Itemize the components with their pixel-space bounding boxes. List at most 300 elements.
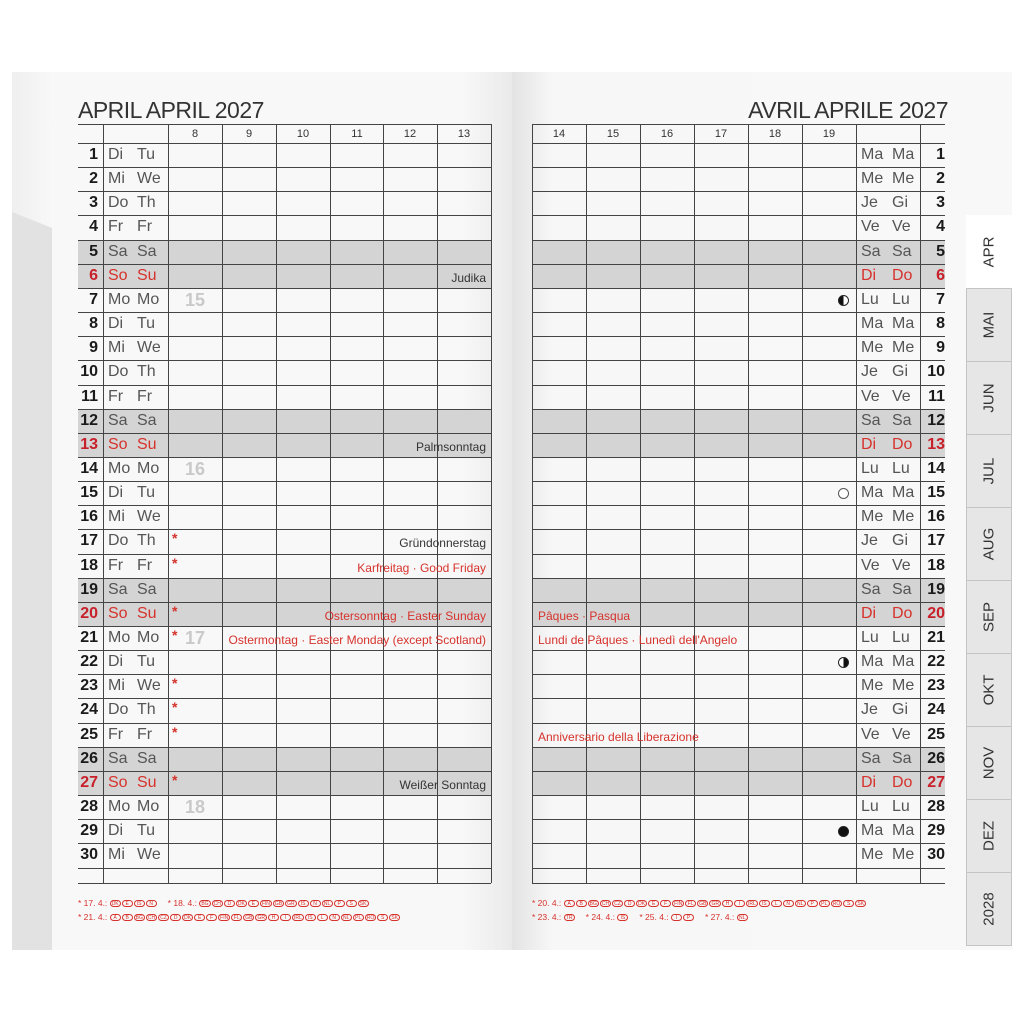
hour-label: 17 (714, 128, 728, 140)
country-code-badge: IRL (747, 901, 756, 908)
month-tab-okt[interactable] (966, 653, 1012, 727)
footnote-date: * 17. 4.: (78, 898, 110, 908)
month-tab-2028[interactable] (966, 872, 1012, 946)
weekday-en: Th (137, 194, 156, 212)
country-code-badge: E (194, 914, 205, 921)
weekday-en: We (137, 339, 161, 357)
weekday-fr: Sa (861, 580, 881, 598)
country-code-badge: A (564, 900, 575, 907)
country-code-badge: FL (685, 900, 696, 907)
weekday-fr: Di (861, 435, 877, 453)
row-line (532, 433, 945, 434)
event-right: Pâques · Pasqua (538, 608, 631, 623)
row-line (532, 385, 945, 386)
weekday-it: Lu (892, 290, 910, 308)
hour-label: 14 (552, 128, 566, 140)
weekend-row-shade (532, 771, 945, 795)
row-line (532, 650, 945, 651)
weekday-de: Fr (108, 218, 124, 236)
weekday-fr: Lu (861, 629, 879, 646)
day-number: 17 (80, 532, 98, 550)
day-number: 28 (80, 798, 98, 816)
column-line (856, 124, 857, 883)
weekday-en: Th (137, 532, 156, 550)
weekday-it: Sa (892, 580, 912, 598)
country-code-badge: NL (795, 900, 806, 907)
row-line (532, 481, 945, 482)
day-number: 20 (80, 604, 98, 622)
day-number: 14 (927, 459, 945, 477)
day-number: 11 (928, 387, 945, 405)
holiday-footnote (78, 912, 411, 922)
event-left: Ostermontag · Easter Monday (except Scotland) (228, 633, 486, 647)
row-line (78, 843, 491, 844)
weekday-fr: Di (861, 266, 877, 284)
row-line (78, 457, 491, 458)
day-number: 30 (927, 846, 945, 864)
weekday-de: Do (108, 194, 129, 212)
weekday-de: So (108, 604, 128, 622)
hour-label: 16 (660, 128, 674, 140)
weekday-it: Gi (892, 363, 908, 381)
row-line (532, 167, 945, 168)
country-code-badge: I (734, 900, 745, 907)
weekday-de: Mo (108, 798, 131, 816)
weekday-en: Fr (137, 725, 153, 743)
day-number: 1 (89, 146, 98, 163)
country-code-badge: F (206, 914, 217, 921)
footnote-group (586, 912, 630, 922)
row-line (78, 771, 491, 772)
weekday-de: Mi (108, 508, 125, 526)
row-line (532, 723, 945, 724)
day-number: 26 (80, 749, 98, 767)
column-line (920, 124, 921, 883)
row-line (78, 360, 491, 361)
country-code-badge: NL (322, 900, 333, 907)
country-code-badge: SK (389, 914, 400, 921)
footnote-date: * 27. 4.: (705, 912, 737, 922)
country-code-badge: RO (832, 901, 841, 908)
hour-label: 8 (191, 128, 199, 140)
row-line (78, 312, 491, 313)
weekday-en: Tu (137, 315, 156, 333)
weekday-en: Tu (137, 146, 156, 163)
column-line (640, 124, 641, 883)
column-line (330, 124, 331, 883)
country-code-badge: F (660, 900, 671, 907)
weekday-de: Sa (108, 242, 128, 260)
row-line (78, 167, 491, 168)
hour-label: 9 (245, 128, 253, 140)
country-code-badge: IS (617, 914, 628, 921)
weekday-it: Ve (892, 725, 911, 743)
row-line (532, 626, 945, 627)
month-tab-jun[interactable] (966, 361, 1012, 435)
day-number: 19 (927, 580, 945, 598)
row-line (78, 264, 491, 265)
weekday-en: Sa (137, 580, 157, 598)
left-page-title: APRIL APRIL 2027 (78, 97, 264, 123)
weekday-de: Mi (108, 339, 125, 357)
hour-label: 18 (768, 128, 782, 140)
country-code-badge: E (648, 900, 659, 907)
weekday-de: Di (108, 653, 124, 671)
footnote-date: * 23. 4.: (532, 912, 564, 922)
event-left: Karfreitag · Good Friday (357, 560, 486, 575)
holiday-star: * (172, 627, 178, 643)
weekday-it: Sa (892, 242, 912, 260)
weekday-it: Ve (892, 556, 911, 574)
day-number: 16 (927, 508, 945, 526)
weekday-en: Sa (137, 411, 157, 429)
country-code-badge: P (334, 900, 345, 907)
weekday-it: Ve (892, 387, 911, 405)
grid-bottom-line (532, 883, 945, 884)
row-line (78, 723, 491, 724)
country-code-badge: L (771, 900, 782, 907)
weekday-fr: Me (861, 339, 884, 357)
weekday-it: Ma (892, 822, 915, 840)
weekday-it: Do (892, 266, 913, 284)
weekday-it: Me (892, 170, 915, 188)
country-code-badge: GR (287, 901, 295, 908)
row-line (532, 771, 945, 772)
weekday-en: Mo (137, 629, 160, 646)
day-number: 14 (80, 459, 98, 477)
weekday-it: Ma (892, 315, 915, 333)
weekday-fr: Ve (861, 218, 880, 236)
row-line (532, 409, 945, 410)
day-number: 7 (936, 290, 945, 308)
row-line (78, 626, 491, 627)
weekend-row-shade (532, 433, 945, 457)
column-line (586, 124, 587, 883)
month-tab-label: DEZ (980, 821, 998, 851)
weekday-de: So (108, 435, 128, 453)
weekday-en: Th (137, 701, 156, 719)
row-line (532, 554, 945, 555)
weekday-de: Fr (108, 556, 124, 574)
country-code-badge: FIN (674, 901, 683, 908)
day-number: 4 (936, 218, 945, 236)
weekday-de: Di (108, 484, 124, 502)
country-code-badge: GB (699, 901, 707, 908)
row-line (78, 143, 491, 144)
day-number: 10 (80, 363, 98, 381)
holiday-footnote (532, 912, 759, 922)
country-code-badge: GR (257, 915, 265, 922)
country-code-badge: S (377, 914, 388, 921)
country-code-badge: N (310, 900, 321, 907)
weekday-de: Mo (108, 290, 131, 308)
weekday-en: We (137, 677, 161, 695)
day-number: 13 (80, 435, 98, 453)
footnote-group (78, 912, 401, 922)
country-code-badge: CZ (612, 900, 623, 907)
weekday-en: Su (137, 266, 157, 284)
week-number: 17 (185, 628, 206, 648)
header-line (532, 124, 945, 125)
row-line (78, 409, 491, 410)
day-number: 19 (80, 580, 98, 598)
row-line (78, 602, 491, 603)
row-line (532, 674, 945, 675)
row-line (78, 191, 491, 192)
country-code-badge: I (671, 914, 682, 921)
hour-label: 11 (351, 128, 363, 140)
weekday-de: Mi (108, 846, 125, 864)
day-number: 24 (80, 701, 98, 719)
day-number: 22 (80, 653, 98, 671)
holiday-star: * (172, 675, 178, 692)
weekend-row-shade (532, 409, 945, 433)
row-line (78, 336, 491, 337)
country-code-badge: DK (236, 900, 247, 907)
country-code-badge: IS (298, 900, 309, 907)
column-line (383, 124, 384, 883)
weekday-fr: Ma (861, 146, 884, 163)
country-code-badge: NL (341, 914, 352, 921)
month-tab-nov[interactable] (966, 726, 1012, 800)
row-line (532, 698, 945, 699)
country-code-badge: GB (245, 915, 253, 922)
weekday-en: Su (137, 604, 157, 622)
footnote-group (78, 898, 158, 908)
column-line (532, 124, 533, 883)
weekday-fr: Lu (861, 798, 879, 816)
day-number: 20 (927, 604, 945, 622)
holiday-star: * (172, 554, 178, 571)
month-tab-label: JUN (980, 383, 998, 413)
day-number: 8 (936, 315, 945, 333)
weekday-it: Lu (892, 798, 910, 816)
row-line (532, 868, 945, 869)
day-number: 9 (89, 339, 98, 357)
month-tab-label: MAI (980, 311, 998, 339)
country-code-badge: CH (213, 901, 221, 908)
weekday-fr: Ve (861, 556, 880, 574)
moon-phase-icon (838, 295, 849, 306)
row-line (532, 843, 945, 844)
day-number: 18 (927, 556, 945, 574)
footnote-date: * 20. 4.: (532, 898, 564, 908)
month-tab-dez[interactable] (966, 799, 1012, 873)
event-left: Judika (451, 270, 486, 285)
row-line (78, 747, 491, 748)
day-number: 12 (80, 411, 98, 429)
day-number: 6 (936, 266, 945, 284)
day-number: 23 (927, 677, 945, 695)
country-code-badge: IS (759, 900, 770, 907)
month-tab-label: NOV (980, 746, 998, 780)
page-edge-shadow (12, 212, 52, 950)
day-number: 25 (927, 725, 945, 743)
weekday-it: Ve (892, 218, 911, 236)
weekend-row-shade (532, 578, 945, 602)
weekday-de: Do (108, 363, 129, 381)
weekday-fr: Ve (861, 725, 880, 743)
country-code-badge: TR (564, 914, 575, 921)
row-line (532, 191, 945, 192)
row-line (78, 215, 491, 216)
day-number: 21 (927, 629, 945, 646)
hour-label: 13 (457, 128, 471, 140)
country-code-badge: IRL (293, 915, 302, 922)
country-code-badge: FIN (220, 915, 229, 922)
weekend-row-shade (532, 240, 945, 264)
event-right: Anniversario della Liberazione (538, 729, 699, 744)
weekday-fr: Ma (861, 653, 884, 671)
weekday-en: We (137, 846, 161, 864)
day-number: 13 (927, 435, 945, 453)
footnote-date: * 24. 4.: (585, 912, 618, 922)
weekday-en: We (137, 170, 161, 188)
day-number: 29 (927, 822, 945, 840)
month-tab-sep[interactable] (966, 580, 1012, 654)
row-line (532, 288, 945, 289)
month-tab-label: JUL (980, 457, 998, 485)
column-line (748, 124, 749, 883)
country-code-badge: GB (274, 901, 283, 908)
weekday-it: Sa (892, 411, 912, 429)
hour-label: 10 (296, 128, 310, 140)
weekday-de: Di (108, 315, 124, 333)
month-tab-mai[interactable] (966, 288, 1012, 362)
weekday-fr: Sa (861, 749, 881, 767)
column-line (168, 124, 169, 883)
day-number: 3 (89, 194, 98, 212)
country-code-badge: P (807, 900, 818, 907)
country-code-badge: D (224, 900, 235, 907)
country-code-badge: L (317, 914, 328, 921)
month-tab-aug[interactable] (966, 507, 1012, 581)
row-line (532, 215, 945, 216)
column-line (802, 124, 803, 883)
day-number: 16 (80, 508, 98, 526)
country-code-badge: S (346, 900, 357, 907)
country-code-badge: BG (201, 901, 209, 908)
event-left: Weißer Sonntag (399, 777, 486, 792)
column-line (437, 124, 438, 883)
footnote-group (168, 898, 370, 908)
country-code-badge: N (146, 900, 157, 907)
weekday-fr: Lu (861, 290, 879, 308)
weekday-de: Mo (108, 629, 131, 646)
country-code-badge: BG (589, 901, 597, 908)
day-number: 25 (80, 725, 98, 743)
holiday-star: * (172, 723, 178, 740)
day-number: 9 (936, 339, 945, 357)
day-number: 21 (80, 629, 98, 646)
day-number: 5 (89, 242, 98, 260)
weekday-de: Fr (108, 387, 124, 405)
weekday-it: Me (892, 846, 915, 864)
row-line (532, 505, 945, 506)
right-page-title: AVRIL APRILE 2027 (748, 97, 948, 123)
day-number: 23 (80, 677, 98, 695)
weekday-it: Sa (892, 749, 912, 767)
weekday-en: Su (137, 435, 157, 453)
row-line (532, 795, 945, 796)
country-code-badge: P (683, 914, 694, 921)
weekday-en: Mo (137, 459, 160, 477)
row-line (532, 240, 945, 241)
country-code-badge: DK (182, 914, 193, 921)
country-code-badge: FL (231, 914, 242, 921)
day-number: 15 (927, 484, 945, 502)
footnote-date: * 21. 4.: (78, 912, 110, 922)
country-code-badge: FIN (261, 901, 270, 908)
weekday-en: Mo (137, 290, 160, 308)
column-line (103, 124, 104, 883)
row-line (532, 819, 945, 820)
row-line (532, 360, 945, 361)
country-code-badge: H (722, 900, 733, 907)
country-code-badge: E (248, 900, 259, 907)
row-line (78, 240, 491, 241)
country-code-badge: CZ (158, 914, 169, 921)
row-line (532, 529, 945, 530)
hour-label: 15 (606, 128, 620, 140)
month-tab-apr[interactable] (966, 215, 1012, 289)
weekday-fr: Je (861, 194, 878, 212)
weekday-de: Di (108, 822, 124, 840)
country-code-badge: CH (601, 901, 610, 908)
country-code-badge: RO (366, 915, 375, 922)
weekday-it: Ma (892, 484, 915, 502)
event-left: Palmsonntag (415, 439, 486, 454)
weekday-en: Sa (137, 242, 157, 260)
country-code-badge: PL (819, 900, 830, 907)
event-left: Gründonnerstag (399, 536, 486, 551)
day-number: 11 (81, 387, 98, 405)
row-line (532, 312, 945, 313)
row-line (532, 143, 945, 144)
day-number: 22 (927, 653, 945, 671)
weekday-fr: Me (861, 508, 884, 526)
weekend-row-shade (532, 747, 945, 771)
day-number: 15 (80, 484, 98, 502)
row-line (78, 481, 491, 482)
country-code-badge: A (110, 914, 121, 921)
weekday-fr: Je (861, 363, 878, 381)
grid-bottom-line (78, 883, 491, 884)
day-number: 28 (927, 798, 945, 816)
country-code-badge: H (268, 914, 279, 921)
footnote-group (532, 898, 867, 908)
weekday-de: Mi (108, 677, 125, 695)
weekday-de: Sa (108, 411, 128, 429)
weekday-it: Gi (892, 701, 908, 719)
month-tab-label: OKT (980, 674, 998, 706)
country-code-badge: E (122, 900, 133, 907)
weekday-fr: Sa (861, 242, 881, 260)
footnote-group (639, 912, 695, 922)
weekday-fr: Di (861, 773, 877, 791)
row-line (78, 529, 491, 530)
weekday-it: Do (892, 435, 913, 453)
month-tab-jul[interactable] (966, 434, 1012, 508)
weekday-it: Lu (892, 459, 910, 477)
row-line (78, 819, 491, 820)
weekday-it: Me (892, 339, 915, 357)
weekday-fr: Me (861, 677, 884, 695)
row-line (532, 747, 945, 748)
day-number: 8 (89, 315, 98, 333)
weekday-de: Do (108, 701, 129, 719)
hour-label: 19 (822, 128, 836, 140)
